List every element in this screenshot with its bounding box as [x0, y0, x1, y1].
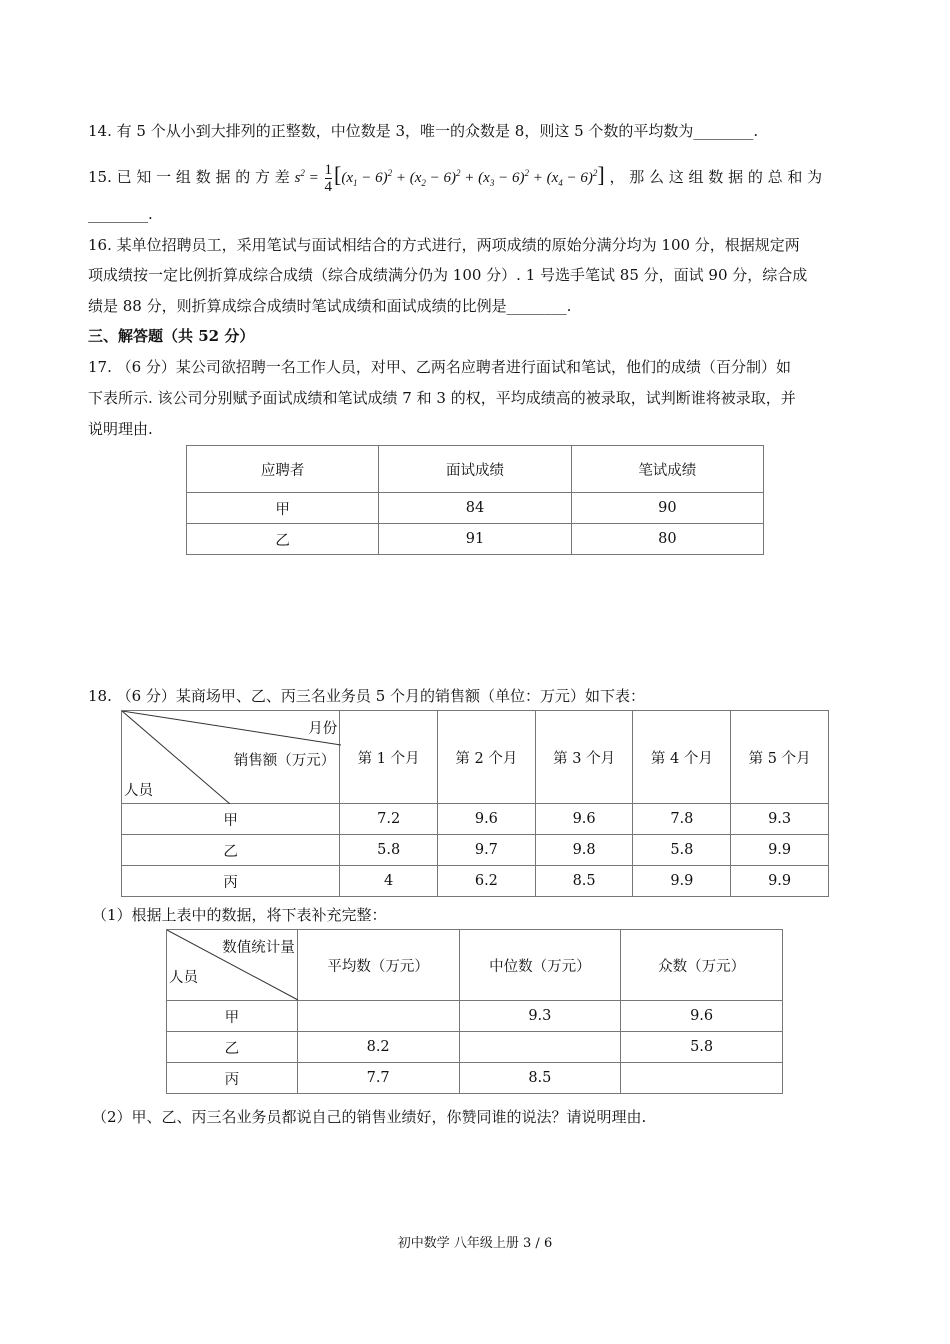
table-cell: 甲 [187, 493, 379, 524]
variance-formula: $s^2$ = $\frac{1}{4}$ $[(x_1 - 6)^2 + (x_2 - 6)^2 + (x_3 - 6)^2 + (x_4 - 6)^2]$ [294, 162, 605, 196]
question-16-line-2: 项成绩按一定比例折算成综合成绩（综合成绩满分仍为 100 分）. 1 号选手笔试 85 分，面试 90 分，综合成 [88, 266, 808, 284]
table-cell: 甲 [167, 1001, 298, 1032]
question-18-part-1: （1）根据上表中的数据，将下表补充完整： [92, 906, 387, 924]
table-17 [186, 445, 764, 555]
question-15 [88, 158, 868, 196]
table-cell: 80 [571, 524, 763, 555]
table-cell: 9.6 [535, 804, 633, 835]
question-16-line-1: 16. 某单位招聘员工，采用笔试与面试相结合的方式进行，两项成绩的原始分满分均为 100 分，根据规定两 [88, 236, 800, 254]
table-row [122, 804, 829, 835]
table-cell: 7.2 [340, 804, 438, 835]
diagonal-header-cell [122, 711, 340, 804]
question-17-line-3: 说明理由. [88, 420, 153, 438]
table-row [122, 835, 829, 866]
table-cell: 5.8 [340, 835, 438, 866]
table-cell: 8.5 [535, 866, 633, 897]
table-cell: 9.9 [731, 866, 829, 897]
question-14: 14. 有 5 个从小到大排列的正整数，中位数是 3，唯一的众数是 8，则这 5 个数的平均数为________. [88, 122, 759, 140]
table-header: 应聘者 [187, 446, 379, 493]
table-header: 平均数（万元） [297, 930, 459, 1001]
table-cell: 9.3 [731, 804, 829, 835]
corner-label-statistic: 数值统计量 [222, 940, 295, 956]
table-row [167, 930, 783, 1001]
table-cell: 9.6 [438, 804, 536, 835]
table-row [167, 1001, 783, 1032]
table-cell: 乙 [122, 835, 340, 866]
table-cell: 乙 [167, 1032, 298, 1063]
variance-symbol: s [294, 170, 301, 186]
table-18-stats [166, 929, 783, 1094]
question-17-line-1: 17. （6 分）某公司欲招聘一名工作人员，对甲、乙两名应聘者进行面试和笔试，他们的成绩（百分制）如 [88, 358, 791, 376]
corner-label-staff: 人员 [124, 783, 153, 799]
table-cell: 91 [379, 524, 571, 555]
table-18-sales [121, 710, 829, 897]
question-16-line-3: 绩是 88 分，则折算成综合成绩时笔试成绩和面试成绩的比例是________. [88, 297, 572, 315]
table-cell: 8.2 [297, 1032, 459, 1063]
table-cell: 甲 [122, 804, 340, 835]
table-header: 中位数（万元） [459, 930, 621, 1001]
table-cell: 5.8 [633, 835, 731, 866]
table-header: 第 1 个月 [340, 711, 438, 804]
table-header: 第 2 个月 [438, 711, 536, 804]
table-header: 第 3 个月 [535, 711, 633, 804]
table-row [167, 1063, 783, 1094]
question-15-prefix: 15. 已 知 一 组 数 据 的 方 差 [88, 168, 290, 186]
table-header: 众数（万元） [621, 930, 783, 1001]
table-cell: 6.2 [438, 866, 536, 897]
table-cell: 9.9 [633, 866, 731, 897]
table-cell: 9.8 [535, 835, 633, 866]
diagonal-header-cell [167, 930, 298, 1001]
table-row [122, 866, 829, 897]
table-cell: 9.3 [459, 1001, 621, 1032]
corner-label-sales: 销售额（万元） [233, 753, 336, 769]
table-row [187, 524, 764, 555]
table-cell: 90 [571, 493, 763, 524]
page-footer: 初中数学 八年级上册 3 / 6 [397, 1236, 553, 1251]
question-15-suffix: ， 那 么 这 组 数 据 的 总 和 为 [609, 168, 823, 186]
table-cell [621, 1063, 783, 1094]
table-cell [459, 1032, 621, 1063]
table-header: 笔试成绩 [571, 446, 763, 493]
question-18: 18. （6 分）某商场甲、乙、丙三名业务员 5 个月的销售额（单位：万元）如下表： [88, 687, 646, 705]
table-header: 面试成绩 [379, 446, 571, 493]
table-cell: 9.6 [621, 1001, 783, 1032]
table-row [122, 711, 829, 804]
corner-label-month: 月份 [308, 721, 338, 737]
corner-label-staff: 人员 [169, 970, 198, 986]
table-cell: 8.5 [459, 1063, 621, 1094]
table-row [187, 446, 764, 493]
table-cell: 7.8 [633, 804, 731, 835]
table-cell: 84 [379, 493, 571, 524]
table-header: 第 5 个月 [731, 711, 829, 804]
question-17-line-2: 下表所示. 该公司分别赋予面试成绩和笔试成绩 7 和 3 的权，平均成绩高的被录取，试判断谁将被录取，并 [88, 389, 796, 407]
fraction [325, 162, 333, 195]
fraction-numerator: 1 [324, 162, 333, 179]
question-18-part-2: （2）甲、乙、丙三名业务员都说自己的销售业绩好，你赞同谁的说法？请说明理由. [92, 1108, 647, 1126]
table-cell: 丙 [122, 866, 340, 897]
table-cell: 4 [340, 866, 438, 897]
table-cell: 5.8 [621, 1032, 783, 1063]
table-cell: 7.7 [297, 1063, 459, 1094]
table-cell: 9.7 [438, 835, 536, 866]
table-cell [297, 1001, 459, 1032]
section-heading: 三、解答题（共 52 分） [88, 327, 255, 345]
table-cell: 丙 [167, 1063, 298, 1094]
table-row [187, 493, 764, 524]
table-row [167, 1032, 783, 1063]
table-cell: 乙 [187, 524, 379, 555]
question-15-blank: ________. [88, 205, 153, 223]
fraction-denominator: 4 [324, 179, 333, 196]
table-cell: 9.9 [731, 835, 829, 866]
table-header: 第 4 个月 [633, 711, 731, 804]
